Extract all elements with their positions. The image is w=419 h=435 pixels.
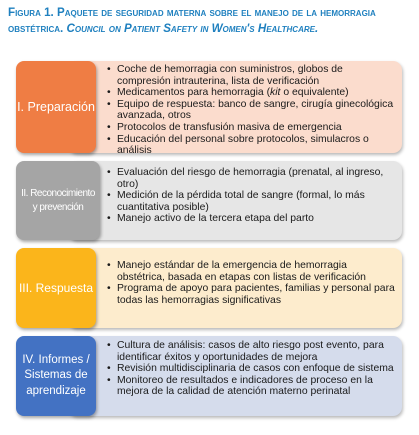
- section-items: [107, 64, 396, 157]
- list-item: • Revisión multidisciplinaria de casos con enfoque de sistema: [107, 363, 396, 375]
- list-item: • Educación del personal sobre protocolos, simulacros o análisis: [107, 134, 396, 157]
- section-respuesta: [16, 248, 402, 328]
- section-label: III. Respuesta: [16, 248, 96, 328]
- section-items: [107, 340, 396, 398]
- list-item: • Evaluación del riesgo de hemorragia (prenatal, al ingreso, otro): [107, 167, 396, 190]
- section-items: [107, 260, 396, 306]
- figure-caption: [8, 5, 412, 37]
- list-item: • Protocolos de transfusión masiva de emergencia: [107, 122, 396, 134]
- caption-prefix: Figura 1.: [8, 6, 54, 19]
- section-reconocimiento: [16, 161, 402, 240]
- list-item: • Cultura de análisis: casos de alto riesgo post evento, para identificar éxitos y oportunidades de mejora: [107, 340, 396, 363]
- caption-text: Paquete de seguridad materna sobre el manejo de la hemorragia obstétrica.: [8, 6, 376, 35]
- section-informes: [16, 336, 402, 416]
- section-preparacion: [16, 61, 402, 157]
- list-item: • Medición de la pérdida total de sangre (formal, lo más cuantitativa posible): [107, 190, 396, 213]
- section-items: [107, 167, 396, 225]
- section-label: IV. Informes / Sistemas de aprendizaje: [16, 336, 96, 416]
- list-item: • Coche de hemorragia con suministros, globos de compresión intrauterina, lista de verificación: [107, 64, 396, 87]
- list-item: • Manejo activo de la tercera etapa del parto: [107, 213, 396, 225]
- caption-source: Council on Patient Safety in Women's Healthcare.: [66, 22, 319, 35]
- list-item: • Programa de apoyo para pacientes, familias y personal para todas las hemorragias significativas: [107, 283, 396, 306]
- list-item: • Manejo estándar de la emergencia de hemorragia obstétrica, basada en etapas con listas de verificación: [107, 260, 396, 283]
- list-item: • Medicamentos para hemorragia (kit o equivalente): [107, 87, 396, 99]
- list-item: • Monitoreo de resultados e indicadores de proceso en la mejora de la calidad de atención materno perinatal: [107, 375, 396, 398]
- section-label: I. Preparación: [16, 61, 96, 153]
- list-item: • Equipo de respuesta: banco de sangre, cirugía ginecológica avanzada, otros: [107, 99, 396, 122]
- section-label: II. Reconocimiento y prevención: [16, 161, 100, 240]
